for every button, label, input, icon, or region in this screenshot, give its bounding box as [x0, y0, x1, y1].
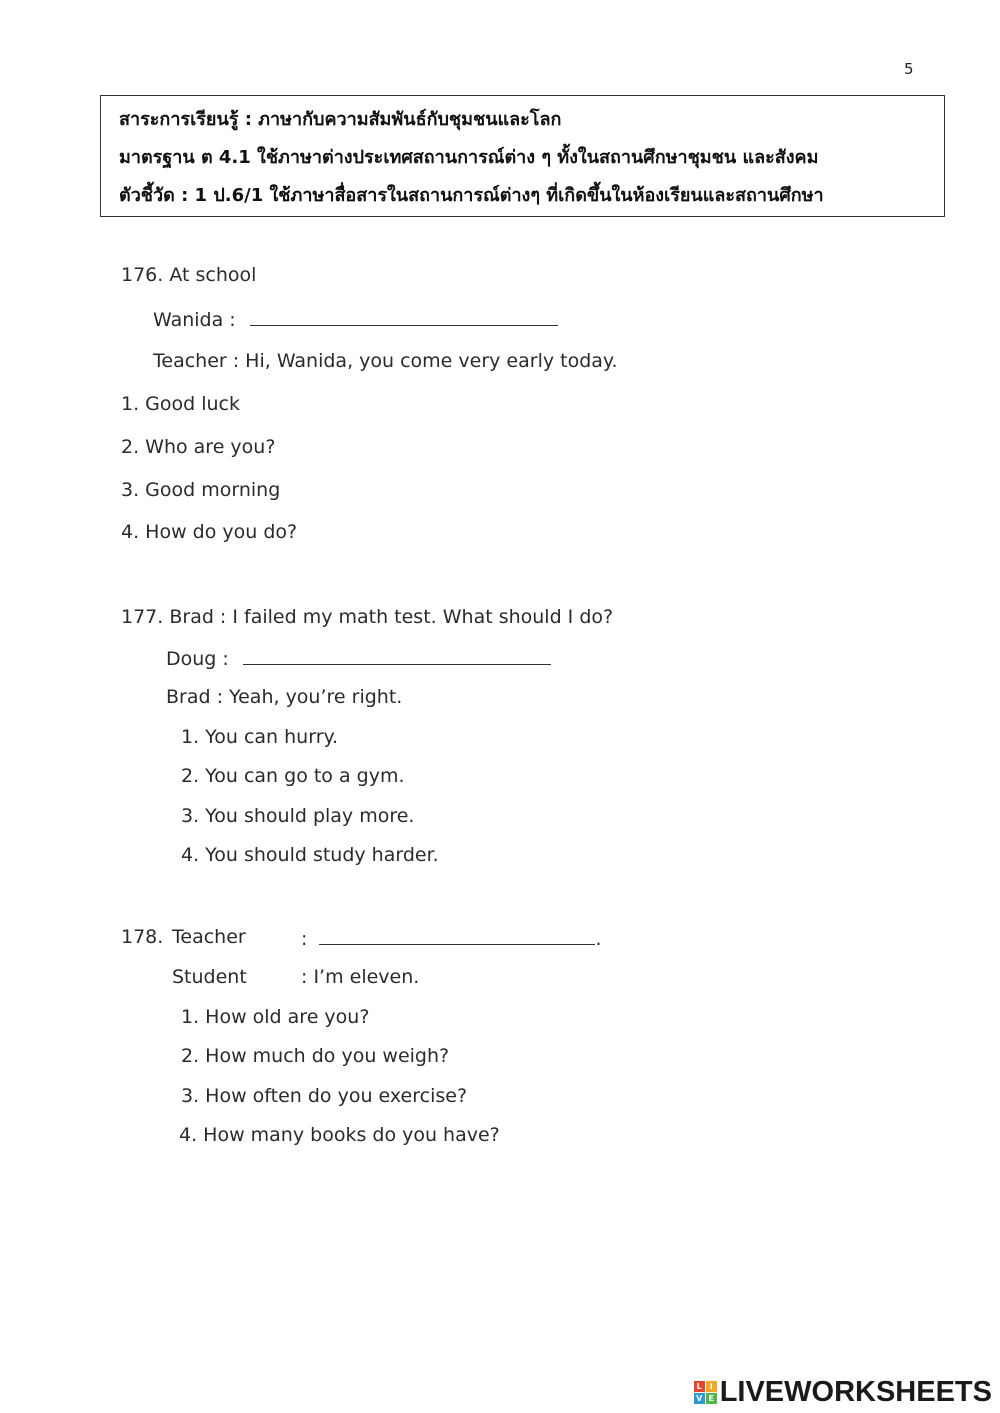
q177-brad-line: 177. Brad : I failed my math test. What should I do?	[121, 606, 614, 628]
q177-option-3[interactable]: 3. You should play more.	[181, 805, 415, 827]
q178-speaker-teacher: Teacher	[172, 926, 246, 948]
q177-answer-blank[interactable]	[243, 646, 551, 665]
header-box	[100, 95, 945, 217]
logo-squares-icon	[694, 1381, 717, 1404]
q176-option-1[interactable]: 1. Good luck	[121, 393, 241, 415]
q178-period: .	[595, 928, 602, 950]
q178-option-1[interactable]: 1. How old are you?	[181, 1006, 370, 1028]
header-line-indicator: ตัวชี้วัด : 1 ป.6/1 ใช้ภาษาสื่อสารในสถานการณ์ต่างๆ ที่เกิดขึ้นในห้องเรียนและสถานศึกษา	[119, 185, 824, 206]
q178-speaker-student: Student	[172, 966, 247, 988]
q177-brad-reply: Brad : Yeah, you’re right.	[166, 686, 403, 708]
q178-number: 178.	[121, 926, 164, 948]
q176-teacher-line: Teacher : Hi, Wanida, you come very early today.	[153, 350, 618, 372]
q178-option-3[interactable]: 3. How often do you exercise?	[181, 1085, 468, 1107]
q176-option-3[interactable]: 3. Good morning	[121, 479, 281, 501]
q176-speaker-line	[153, 307, 558, 331]
logo-square-l: L	[694, 1381, 705, 1392]
liveworksheets-logo	[694, 1376, 992, 1409]
q178-answer-blank[interactable]	[319, 926, 595, 945]
q178-option-2[interactable]: 2. How much do you weigh?	[181, 1045, 450, 1067]
q178-option-4[interactable]: 4. How many books do you have?	[179, 1124, 500, 1146]
logo-square-v: V	[694, 1393, 705, 1404]
logo-text: LIVEWORKSHEETS	[719, 1376, 992, 1408]
q177-option-4[interactable]: 4. You should study harder.	[181, 844, 439, 866]
page-number: 5	[904, 60, 914, 78]
q178-teacher-line	[301, 926, 602, 950]
q178-colon: :	[301, 928, 308, 950]
q177-speaker-doug: Doug :	[166, 648, 229, 670]
logo-square-i: I	[706, 1381, 717, 1392]
q177-option-2[interactable]: 2. You can go to a gym.	[181, 765, 405, 787]
header-line-strand: สาระการเรียนรู้ : ภาษากับความสัมพันธ์กับชุมชนและโลก	[119, 109, 562, 130]
q177-speaker-line	[166, 646, 551, 670]
q176-title: 176. At school	[121, 264, 257, 286]
logo-square-e: E	[706, 1393, 717, 1404]
q176-answer-blank[interactable]	[250, 307, 558, 326]
q178-student-reply: : I’m eleven.	[301, 966, 420, 988]
q176-speaker-wanida: Wanida :	[153, 309, 236, 331]
q176-option-2[interactable]: 2. Who are you?	[121, 436, 276, 458]
header-line-standard: มาตรฐาน ต 4.1 ใช้ภาษาต่างประเทศสถานการณ์ต่าง ๆ ทั้งในสถานศึกษาชุมชน และสังคม	[119, 147, 819, 168]
q176-option-4[interactable]: 4. How do you do?	[121, 521, 298, 543]
q177-option-1[interactable]: 1. You can hurry.	[181, 726, 339, 748]
